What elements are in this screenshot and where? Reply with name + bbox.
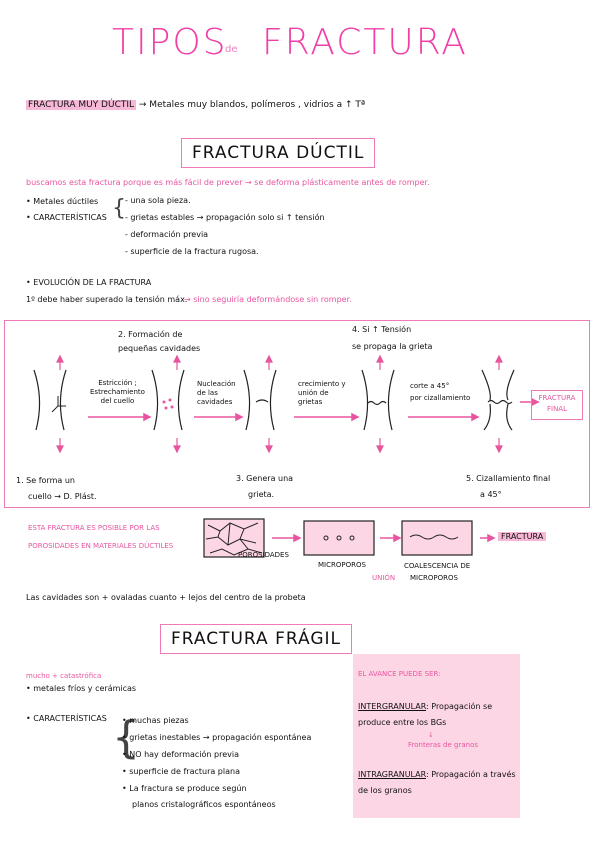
fronteras-arrow: ↓ xyxy=(428,731,434,739)
title-word-fractura: FRACTURA xyxy=(262,22,468,63)
ductil-item-4: - superficie de la fractura rugosa. xyxy=(125,247,259,256)
specimen-5 xyxy=(482,370,514,430)
evolucion-line2: → sino seguiría deformándose sin romper. xyxy=(184,295,352,304)
arrow-1-label-1: Estricción ; xyxy=(98,379,137,387)
arrow-2-label-1: Nucleación xyxy=(197,380,236,388)
step-3-line1: 3. Genera una xyxy=(236,474,294,483)
arrow-2-label-2: de las xyxy=(197,389,218,397)
fragil-planos: planos cristalográficos espontáneos xyxy=(132,800,276,809)
specimen-2 xyxy=(152,370,184,430)
step-4-line1: 4. Si ↑ Tensión xyxy=(352,325,412,334)
fragil-caracteristicas: • CARACTERÍSTICAS xyxy=(26,714,107,723)
title-de: de xyxy=(225,44,238,55)
porosity-diagram xyxy=(200,515,560,575)
arrow-1-label-3: del cuello xyxy=(100,397,135,405)
ductil-heading: FRACTURA DÚCTIL xyxy=(181,138,375,168)
intro-rest: → Metales muy blandos, polímeros , vidrios a ↑ Tª xyxy=(138,100,366,110)
arrow-4-label xyxy=(410,380,470,404)
ductil-item-2: - grietas estables → propagación solo si ↑ tensión xyxy=(125,213,325,222)
fragil-note: mucho + catastrófica xyxy=(26,672,102,680)
arrow-2-label-3: cavidades xyxy=(197,398,233,406)
arrow-1-label xyxy=(90,379,145,406)
fragil-item-3: • NO hay deformación previa xyxy=(122,750,239,759)
poros-text-2: POROSIDADES EN MATERIALES DÚCTILES xyxy=(28,542,174,550)
microporos-label: MICROPOROS xyxy=(318,561,366,569)
step-5-line1: 5. Cizallamiento final xyxy=(466,474,551,483)
ductil-caracteristicas: • CARACTERÍSTICAS xyxy=(26,213,107,222)
intragranular-desc: : Propagación a través xyxy=(425,770,516,779)
intergranular-line2: produce entre los BGs xyxy=(358,718,447,727)
intergranular-desc: : Propagación se xyxy=(426,702,493,711)
arrow-3-label-3: grietas xyxy=(298,398,323,406)
specimen-1-axes xyxy=(52,396,66,412)
fragil-metales: • metales fríos y cerámicas xyxy=(26,684,137,693)
arrow-3-label xyxy=(298,380,346,407)
step-1-line2: cuello → D. Plást. xyxy=(28,492,97,501)
step-1-line1: 1. Se forma un xyxy=(16,476,75,485)
arrow-3-label-2: unión de xyxy=(298,389,329,397)
fractura-label: FRACTURA xyxy=(498,532,546,541)
final-label-2: FINAL xyxy=(546,405,567,413)
poros-text-1: ESTA FRACTURA ES POSIBLE POR LAS xyxy=(28,524,160,532)
ductil-item-3: - deformación previa xyxy=(125,230,209,239)
ductil-note: buscamos esta fractura porque es más fácil de prever → se deforma plásticamente antes de romper. xyxy=(26,178,430,187)
specimen-4 xyxy=(362,370,394,430)
avance-heading: EL AVANCE PUEDE SER: xyxy=(358,670,441,678)
intergranular-term: INTERGRANULAR xyxy=(358,702,427,711)
ductil-brace: { xyxy=(112,196,126,221)
step-4-line2: se propaga la grieta xyxy=(352,342,433,351)
coalescence-label-1: COALESCENCIA DE xyxy=(404,562,471,570)
intergranular-line xyxy=(358,702,492,711)
fronteras-label: Fronteras de granos xyxy=(408,741,479,749)
arrow-1-label-2: Estrechamiento xyxy=(90,388,145,396)
specimen-1 xyxy=(34,370,66,430)
final-fracture-box xyxy=(531,390,583,420)
step-2-line1: 2. Formación de xyxy=(118,330,183,339)
evolucion-line1: 1º debe haber superado la tensión máx. xyxy=(26,295,188,304)
arrow-2-label xyxy=(197,380,236,407)
evolucion-heading: • EVOLUCIÓN DE LA FRACTURA xyxy=(26,278,152,287)
micropore-block xyxy=(304,521,374,555)
intragranular-line xyxy=(358,770,516,779)
fragil-item-1: • muchas piezas xyxy=(122,716,189,725)
intro-highlight: FRACTURA MUY DÚCTIL xyxy=(28,100,135,110)
step-5-line2: a 45° xyxy=(480,490,502,499)
title-word-tipos: TIPOS xyxy=(112,22,228,63)
fragil-item-5: • La fractura se produce según xyxy=(122,784,247,793)
step-2-line2: pequeñas cavidades xyxy=(118,344,201,353)
fragil-heading: FRACTURA FRÁGIL xyxy=(160,624,352,654)
step-3-line2: grieta. xyxy=(248,490,275,499)
ductil-metales: • Metales dúctiles xyxy=(26,197,99,206)
arrow-4-label-1: corte a 45° xyxy=(410,382,450,390)
cavidades-note: Las cavidades son + ovaladas cuanto + lejos del centro de la probeta xyxy=(26,593,306,602)
specimen-3 xyxy=(244,370,276,430)
final-label-1: FRACTURA xyxy=(538,394,576,402)
intragranular-line2: de los granos xyxy=(358,786,412,795)
coalescence-label-2: MICROPOROS xyxy=(410,574,458,582)
arrow-3-label-1: crecimiento y xyxy=(298,380,346,388)
ductil-item-1: - una sola pieza. xyxy=(125,196,191,205)
fragil-brace: { xyxy=(112,712,140,763)
cavity-dots xyxy=(163,399,174,410)
fragil-item-4: • superficie de fractura plana xyxy=(122,767,240,776)
intragranular-term: INTRAGRANULAR xyxy=(358,770,426,779)
arrow-4-label-2: por cizallamiento xyxy=(410,394,471,402)
porosidades-label: POROSIDADES xyxy=(238,551,289,559)
intro-line xyxy=(26,100,365,110)
fragil-item-2: • grietas inestables → propagación espontánea xyxy=(122,733,312,742)
union-label: UNIÓN xyxy=(372,574,396,582)
coalescence-block xyxy=(402,521,472,555)
